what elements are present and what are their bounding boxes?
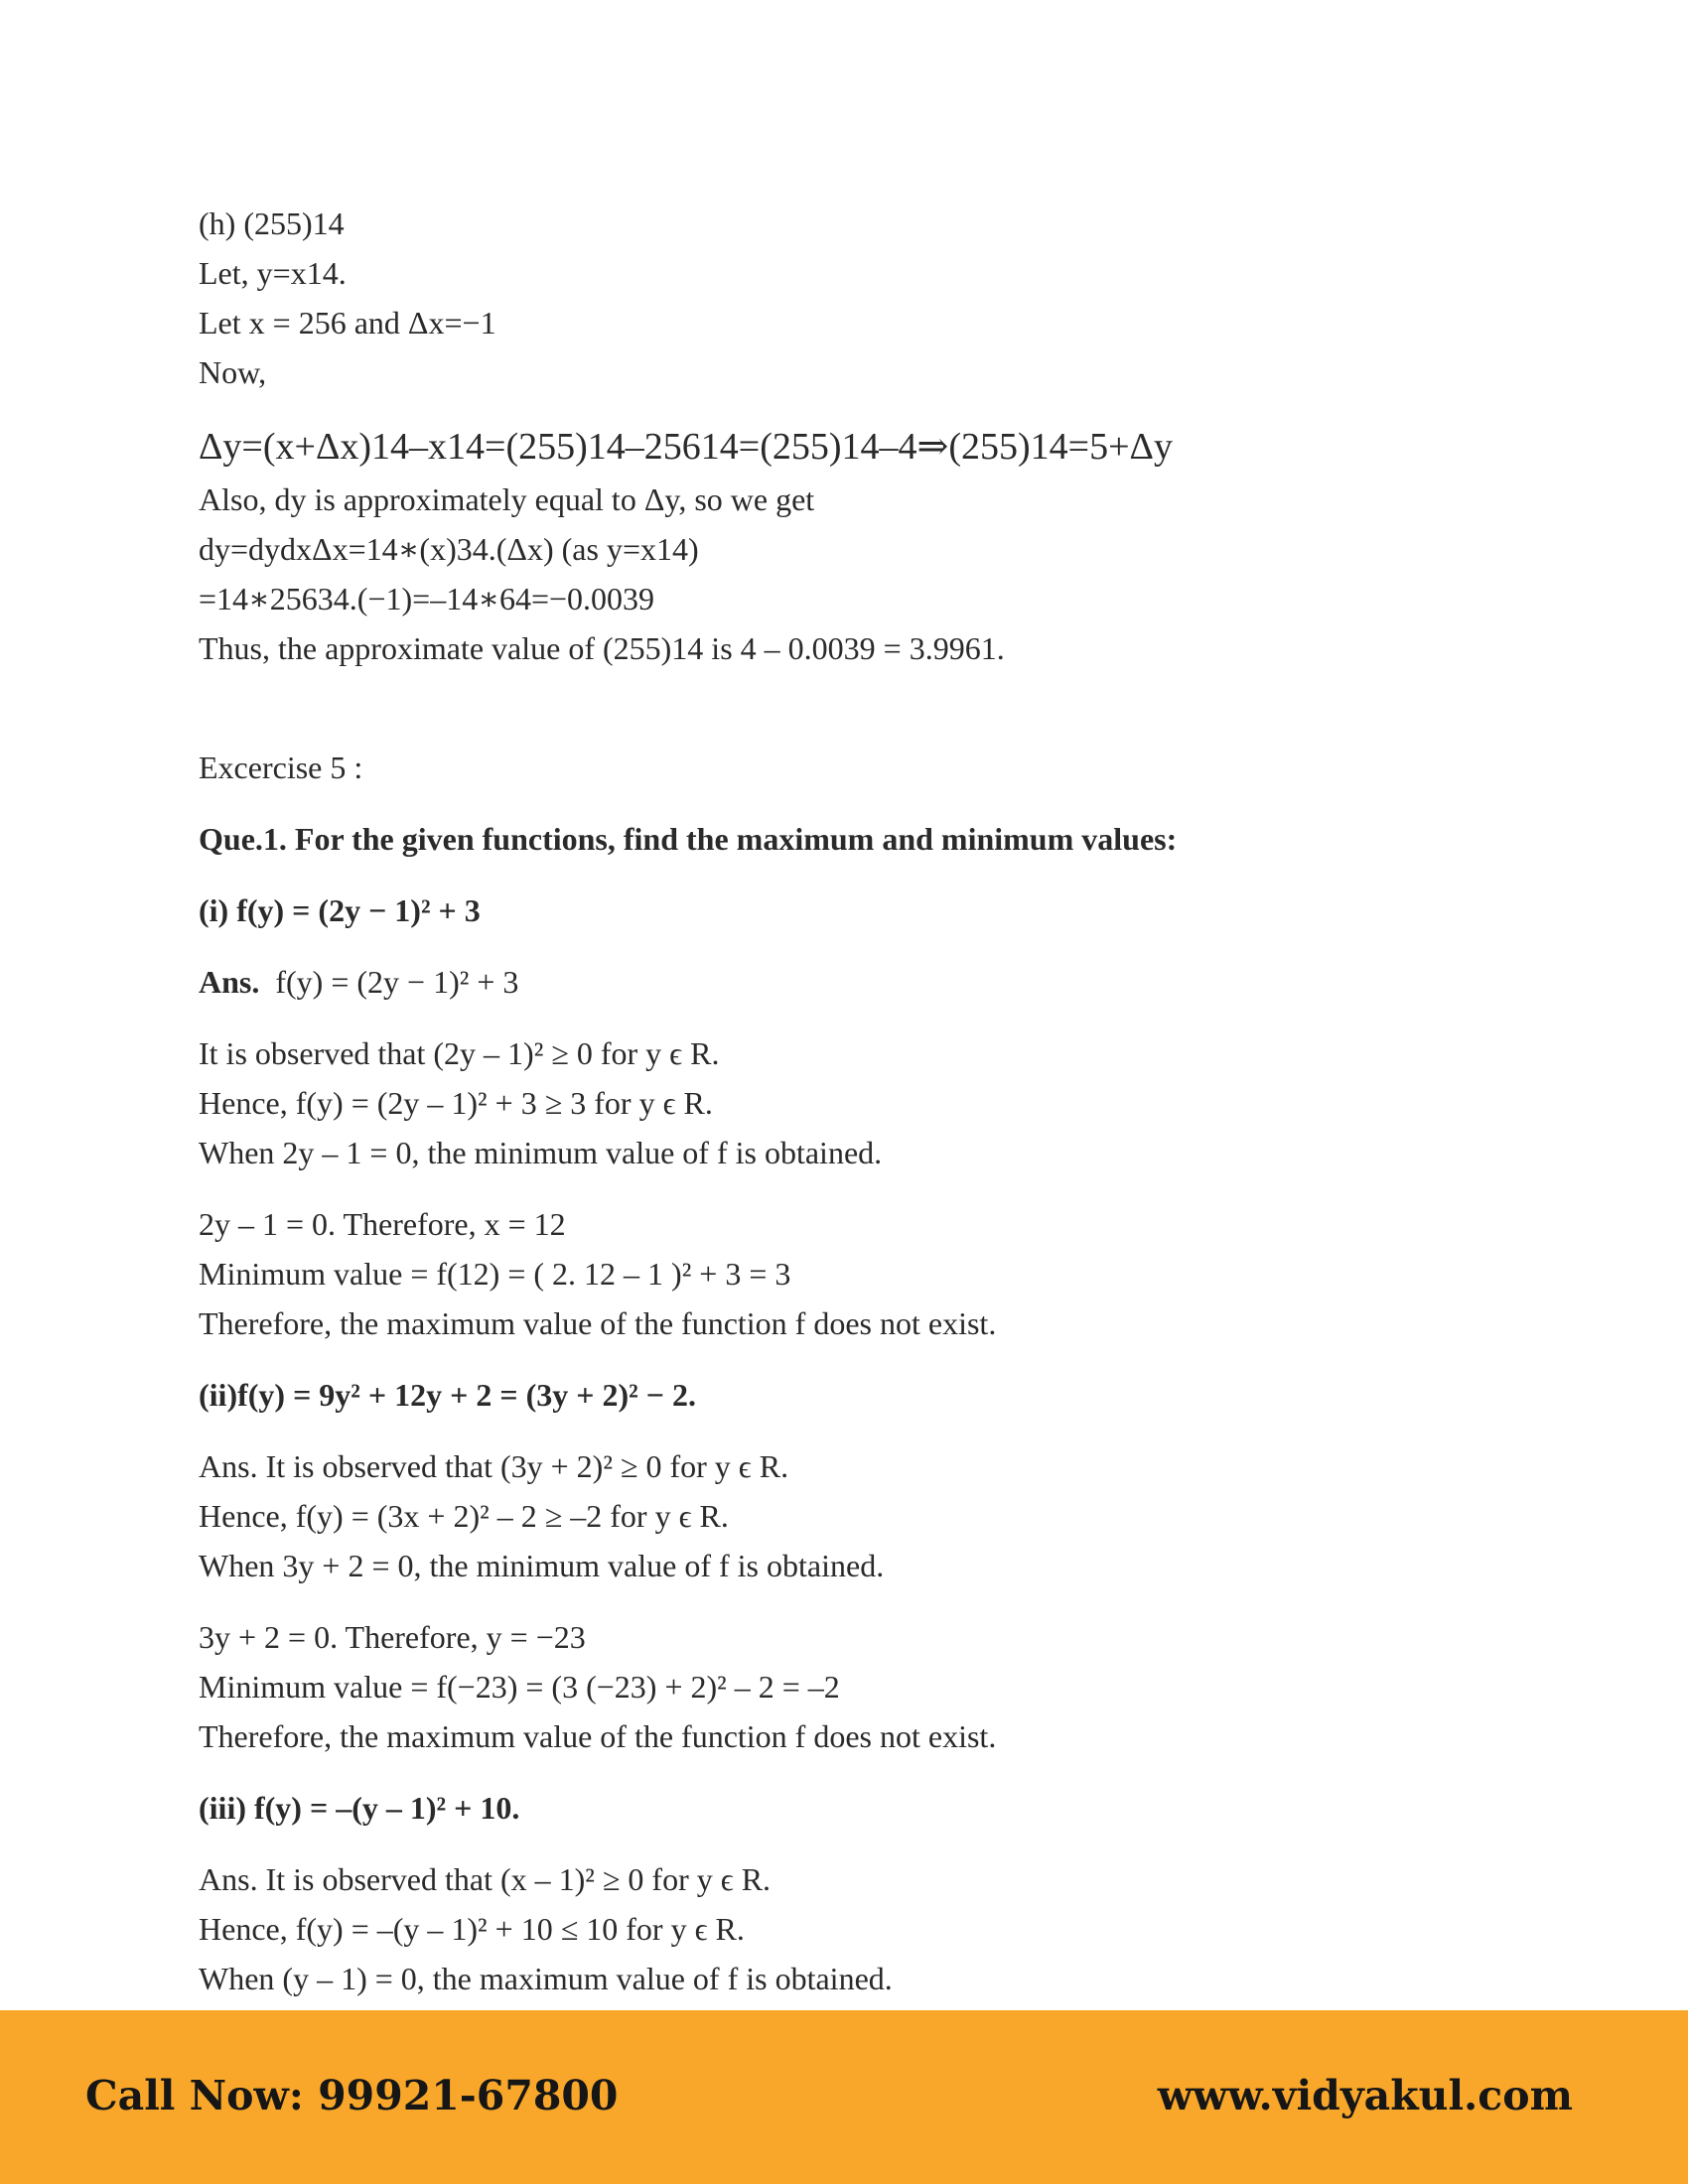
also-dy-line: Also, dy is approximately equal to Δy, so we get <box>199 481 815 517</box>
part-ii-line: When 3y + 2 = 0, the minimum value of f is obtained. <box>199 1548 885 1583</box>
ans-text: f(y) = (2y − 1)² + 3 <box>275 964 519 1000</box>
call-now-text[interactable]: Call Now: 99921-67800 <box>85 2072 619 2119</box>
part-ii-title: (ii)f(y) = 9y² + 12y + 2 = (3y + 2)² − 2. <box>199 1377 696 1413</box>
now-line: Now, <box>199 354 267 390</box>
part-i-answer <box>199 957 1489 1007</box>
website-link[interactable]: www.vidyakul.com <box>1157 2072 1573 2119</box>
part-ii-line: Therefore, the maximum value of the function f does not exist. <box>199 1718 997 1754</box>
part-ii-line: 3y + 2 = 0. Therefore, y = −23 <box>199 1619 586 1655</box>
part-i-line: Therefore, the maximum value of the function f does not exist. <box>199 1305 997 1341</box>
part-iii-title: (iii) f(y) = –(y – 1)² + 10. <box>199 1790 520 1826</box>
approx-result-line: Thus, the approximate value of (255)14 is 4 – 0.0039 = 3.9961. <box>199 630 1005 666</box>
part-iii-line: Hence, f(y) = –(y – 1)² + 10 ≤ 10 for y ϵ R. <box>199 1911 745 1947</box>
part-i-line: Hence, f(y) = (2y – 1)² + 3 ≥ 3 for y ϵ R. <box>199 1085 713 1121</box>
footer-banner <box>0 2010 1688 2184</box>
let-x-line: Let x = 256 and Δx=−1 <box>199 305 496 341</box>
part-ii-line: Hence, f(y) = (3x + 2)² – 2 ≥ –2 for y ϵ R. <box>199 1498 729 1534</box>
dy-equation: dy=dydxΔx=14∗(x)34.(Δx) (as y=x14) <box>199 531 699 567</box>
part-ii-line: Ans. It is observed that (3y + 2)² ≥ 0 for y ϵ R. <box>199 1448 789 1484</box>
ans-label: Ans. <box>199 964 260 1000</box>
dy-value-line: =14∗25634.(−1)=–14∗64=−0.0039 <box>199 581 655 616</box>
part-i-line: It is observed that (2y – 1)² ≥ 0 for y ϵ R. <box>199 1035 720 1071</box>
part-h-heading: (h) (255)14 <box>199 205 345 241</box>
let-y-line: Let, y=x14. <box>199 255 347 291</box>
part-i-line: 2y – 1 = 0. Therefore, x = 12 <box>199 1206 566 1242</box>
part-i-line: When 2y – 1 = 0, the minimum value of f is obtained. <box>199 1135 883 1170</box>
part-i-title: (i) f(y) = (2y − 1)² + 3 <box>199 892 481 928</box>
part-ii-line: Minimum value = f(−23) = (3 (−23) + 2)² – 2 = –2 <box>199 1669 840 1705</box>
page-content <box>199 199 1489 2003</box>
exercise-heading: Excercise 5 : <box>199 750 363 785</box>
part-iii-line: When (y – 1) = 0, the maximum value of f is obtained. <box>199 1961 893 1996</box>
part-iii-line: Ans. It is observed that (x – 1)² ≥ 0 for y ϵ R. <box>199 1861 772 1897</box>
question-1-heading: Que.1. For the given functions, find the maximum and minimum values: <box>199 821 1178 857</box>
delta-y-equation: Δy=(x+Δx)14–x14=(255)14–25614=(255)14–4⇒(255)14=5+Δy <box>199 426 1173 468</box>
part-i-line: Minimum value = f(12) = ( 2. 12 – 1 )² + 3 = 3 <box>199 1256 791 1292</box>
